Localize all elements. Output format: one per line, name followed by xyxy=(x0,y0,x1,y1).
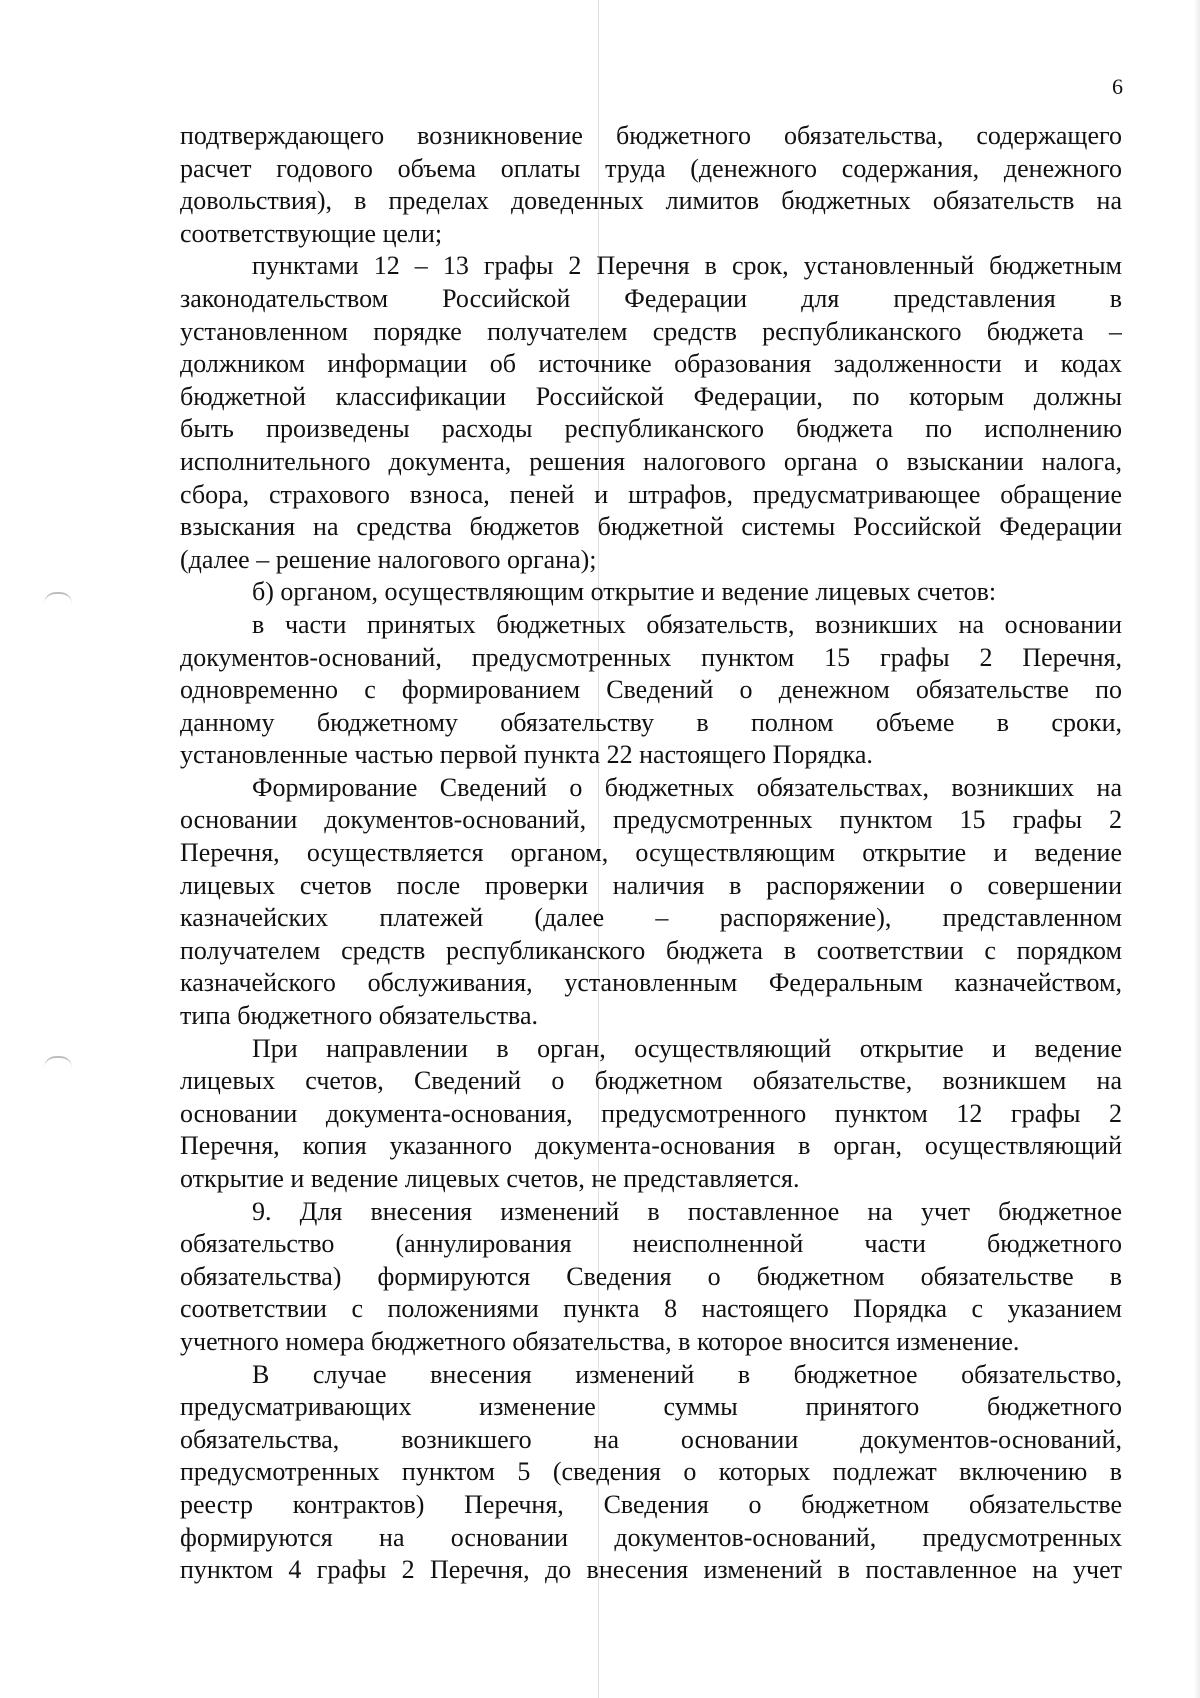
text-line: (далее – решение налогового органа); xyxy=(180,544,597,574)
punch-hole-mark xyxy=(44,592,72,604)
text-line: в части принятых бюджетных обязательств, возникших на основании xyxy=(252,609,1122,639)
text-line: лицевых счетов после проверки наличия в распоряжении о совершении xyxy=(180,870,1122,900)
text-line: довольствия), в пределах доведенных лимитов бюджетных обязательств на xyxy=(180,186,1122,216)
text-line: учетного номера бюджетного обязательства, в которое вносится изменение. xyxy=(180,1326,1020,1356)
text-line: пунктами 12 – 13 графы 2 Перечня в срок, установленный бюджетным xyxy=(252,251,1122,281)
text-line: типа бюджетного обязательства. xyxy=(180,1001,539,1031)
text-line: должником информации об источнике образования задолженности и кодах xyxy=(180,349,1122,379)
text-line: законодательством Российской Федерации для представления в xyxy=(180,283,1122,313)
text-line: предусмотренных пунктом 5 (сведения о которых подлежат включению в xyxy=(180,1457,1122,1487)
text-line: Формирование Сведений о бюджетных обязательствах, возникших на xyxy=(252,772,1122,802)
text-line: В случае внесения изменений в бюджетное обязательство, xyxy=(252,1359,1122,1389)
text-line: 9. Для внесения изменений в поставленное на учет бюджетное xyxy=(252,1196,1122,1226)
text-line: документов-оснований, предусмотренных пунктом 15 графы 2 Перечня, xyxy=(180,642,1122,672)
text-line: предусматривающих изменение суммы принятого бюджетного xyxy=(180,1392,1122,1422)
text-line: пунктом 4 графы 2 Перечня, до внесения изменений в поставленное на учет xyxy=(180,1555,1122,1585)
text-line: исполнительного документа, решения налогового органа о взыскании налога, xyxy=(180,446,1122,476)
text-line: основании документа-основания, предусмотренного пунктом 12 графы 2 xyxy=(180,1098,1122,1128)
text-line: взыскания на средства бюджетов бюджетной системы Российской Федерации xyxy=(180,512,1122,542)
text-line: открытие и ведение лицевых счетов, не представляется. xyxy=(180,1164,800,1193)
text-line: реестр контрактов) Перечня, Сведения о бюджетном обязательстве xyxy=(180,1489,1122,1519)
text-line: обязательства, возникшего на основании документов-оснований, xyxy=(180,1424,1122,1454)
text-line: обязательства) формируются Сведения о бюджетном обязательстве в xyxy=(180,1261,1122,1291)
text-line: казначейского обслуживания, установленным Федеральным казначейством, xyxy=(180,968,1122,998)
document-body xyxy=(180,120,1122,1587)
text-line: установленном порядке получателем средств республиканского бюджета – xyxy=(180,316,1122,346)
text-line: При направлении в орган, осуществляющий открытие и ведение xyxy=(252,1033,1122,1063)
text-line: бюджетной классификации Российской Федерации, по которым должны xyxy=(180,381,1122,411)
text-line: б) органом, осуществляющим открытие и ведение лицевых счетов: xyxy=(252,577,997,607)
punch-hole-mark xyxy=(44,1056,72,1068)
text-line: соответствующие цели; xyxy=(180,218,443,248)
scan-edge-shadow xyxy=(1194,0,1200,1698)
text-line: формируются на основании документов-оснований, предусмотренных xyxy=(180,1522,1122,1552)
text-line: расчет годового объема оплаты труда (денежного содержания, денежного xyxy=(180,153,1122,183)
text-line: лицевых счетов, Сведений о бюджетном обязательстве, возникшем на xyxy=(180,1066,1122,1096)
text-line: сбора, страхового взноса, пеней и штрафов, предусматривающее обращение xyxy=(180,479,1122,509)
text-line: получателем средств республиканского бюджета в соответствии с порядком xyxy=(180,935,1122,965)
text-line: соответствии с положениями пункта 8 настоящего Порядка с указанием xyxy=(180,1294,1122,1324)
text-line: одновременно с формированием Сведений о денежном обязательстве по xyxy=(180,675,1122,705)
text-line: обязательство (аннулирования неисполненной части бюджетного xyxy=(180,1229,1122,1259)
text-line: основании документов-оснований, предусмотренных пунктом 15 графы 2 xyxy=(180,805,1122,835)
text-line: казначейских платежей (далее – распоряжение), представленном xyxy=(180,903,1122,933)
text-line: данному бюджетному обязательству в полном объеме в сроки, xyxy=(180,707,1122,737)
text-line: установленные частью первой пункта 22 настоящего Порядка. xyxy=(180,740,873,770)
text-line: Перечня, осуществляется органом, осуществляющим открытие и ведение xyxy=(180,838,1122,868)
text-line: Перечня, копия указанного документа-основания в орган, осуществляющий xyxy=(180,1131,1122,1161)
page-number: 6 xyxy=(1112,74,1123,99)
text-line: быть произведены расходы республиканского бюджета по исполнению xyxy=(180,414,1122,444)
text-line: подтверждающего возникновение бюджетного обязательства, содержащего xyxy=(180,121,1122,150)
